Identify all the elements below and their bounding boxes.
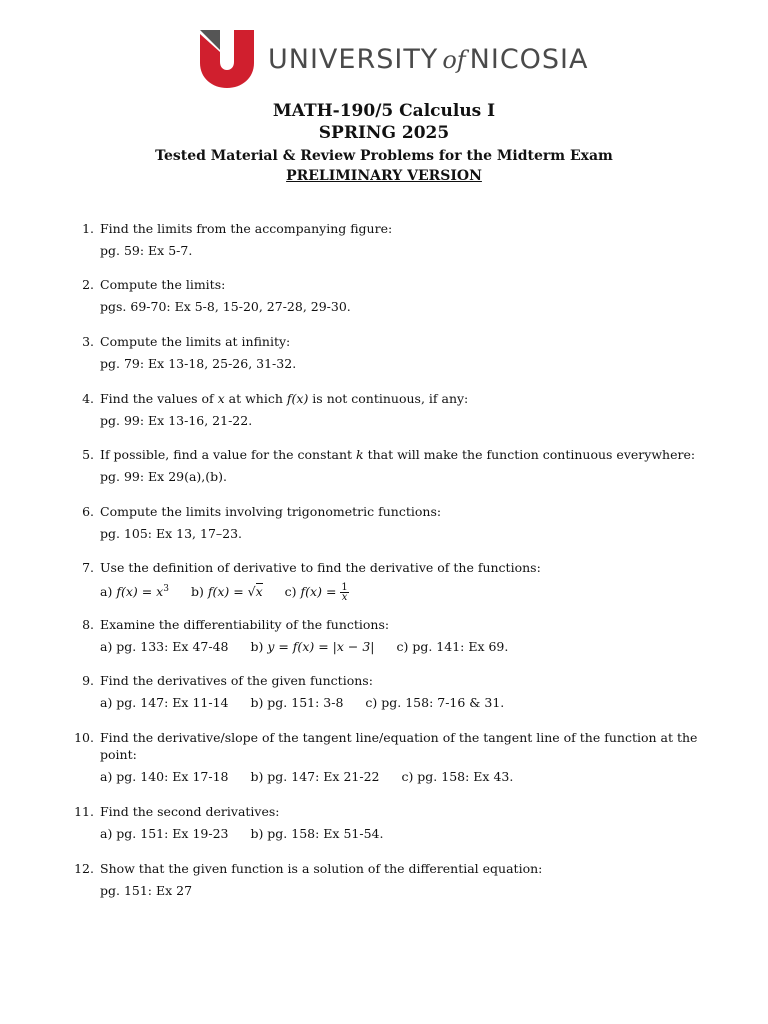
problem-number: 3. [82,334,94,349]
problem-text: Find the derivatives of the given functions: [100,673,373,688]
problem-item [74,860,730,899]
problem-text-part: is not continuous, if any: [308,391,469,406]
problem-item [80,220,730,259]
fraction-denominator: x [341,592,348,604]
subpart-c: c) pg. 141: Ex 69. [396,639,509,654]
problem-number: 6. [82,504,94,519]
problem-number: 4. [82,391,94,406]
subpart-a: a) pg. 133: Ex 47-48 [100,639,229,654]
problem-text: Show that the given function is a solution of the differential equation: [100,861,543,876]
subpart-c: c) pg. 158: 7-16 & 31. [365,695,505,710]
university-logo [200,30,589,88]
problem-text: Use the definition of derivative to find the derivative of the functions: [100,560,541,575]
problem-text [100,446,730,463]
math-exponent: 3 [163,584,169,594]
document-subtitle: Tested Material & Review Problems for the Midterm Exam [155,148,613,164]
problem-number: 9. [82,673,94,688]
problem-item [74,803,730,842]
subpart-a: a) pg. 147: Ex 11-14 [100,695,229,710]
problem-subparts [100,768,730,785]
problem-text: Compute the limits: [100,277,226,292]
subpart-b: b) pg. 158: Ex 51-54. [250,826,384,841]
problem-item [80,503,730,542]
problem-text [100,390,730,407]
problem-item [80,559,730,602]
logo-word-university: UNIVERSITY [268,43,439,75]
problem-subparts [100,638,730,655]
problem-item [80,390,730,429]
problem-reference: pg. 59: Ex 5-7. [100,243,193,258]
subpart-b: b) pg. 151: 3-8 [250,695,344,710]
university-shield-icon [200,30,254,88]
problem-subparts [100,694,730,711]
logo-word-nicosia: NICOSIA [469,43,589,75]
problem-item [74,729,730,785]
problem-number: 7. [82,560,94,575]
problem-item [80,672,730,711]
math-expression: f(x) = [300,584,341,600]
problem-text: Find the limits from the accompanying figure: [100,221,393,236]
math-variable: k [356,447,364,462]
problem-text-part: Find the values of [100,391,218,406]
problem-number: 1. [82,221,94,236]
problem-item [80,276,730,315]
problem-number: 5. [82,447,94,462]
subpart-label: b) [250,639,264,654]
fraction-numerator: 1 [341,582,348,594]
problem-reference: pg. 99: Ex 13-16, 21-22. [100,413,253,428]
document-header [0,100,768,186]
math-expression: f(x) = [207,584,248,600]
subpart-a: a) pg. 151: Ex 19-23 [100,826,229,841]
problem-subparts: a) $f(x) = x^3$ b) f(x) = √x c) f(x) = $\frac{1}{x}$ [100,582,348,604]
problem-subparts [100,825,730,842]
subpart-b: b) pg. 147: Ex 21-22 [250,769,380,784]
math-variable: x [217,391,225,406]
problem-number: 12. [74,861,94,876]
problem-text-part: that will make the function continuous everywhere: [363,447,696,462]
problem-text: Find the derivative/slope of the tangent line/equation of the tangent line of the function at the point: [100,730,698,762]
version-label: PRELIMINARY VERSION [286,168,482,184]
math-function: f(x) [286,391,309,406]
university-name [268,44,589,75]
problem-text-part: If possible, find a value for the constant [100,447,357,462]
problem-text: Find the second derivatives: [100,804,280,819]
problem-reference: pg. 105: Ex 13, 17–23. [100,526,243,541]
subpart-c: c) pg. 158: Ex 43. [401,769,514,784]
problem-item [80,446,730,485]
problem-text: Compute the limits involving trigonometric functions: [100,504,442,519]
math-radicand: x [255,584,263,600]
math-expression: f(x) = x [116,584,164,600]
problem-reference: pg. 79: Ex 13-18, 25-26, 31-32. [100,356,297,371]
problem-number: 10. [74,730,94,745]
problem-reference: pg. 99: Ex 29(a),(b). [100,469,228,484]
subpart-label: c) [284,584,297,600]
problem-number: 11. [74,804,94,819]
problem-item [80,333,730,372]
problem-reference: pgs. 69-70: Ex 5-8, 15-20, 27-28, 29-30. [100,299,351,314]
problem-reference: pg. 151: Ex 27 [100,883,193,898]
problem-text: Examine the differentiability of the functions: [100,617,390,632]
problem-number: 8. [82,617,94,632]
course-title: MATH-190/5 Calculus I [272,101,496,121]
term-title: SPRING 2025 [318,123,450,143]
subpart-label: a) [100,584,113,600]
logo-word-of: of [442,45,466,74]
problem-text: Compute the limits at infinity: [100,334,291,349]
problem-number: 2. [82,277,94,292]
problem-item [80,616,730,655]
math-expression: y = f(x) = |x − 3| [267,639,375,654]
subpart-a: a) pg. 140: Ex 17-18 [100,769,229,784]
subpart-label: b) [190,584,204,600]
math-fraction [340,583,348,602]
problem-text-part: at which [224,391,287,406]
